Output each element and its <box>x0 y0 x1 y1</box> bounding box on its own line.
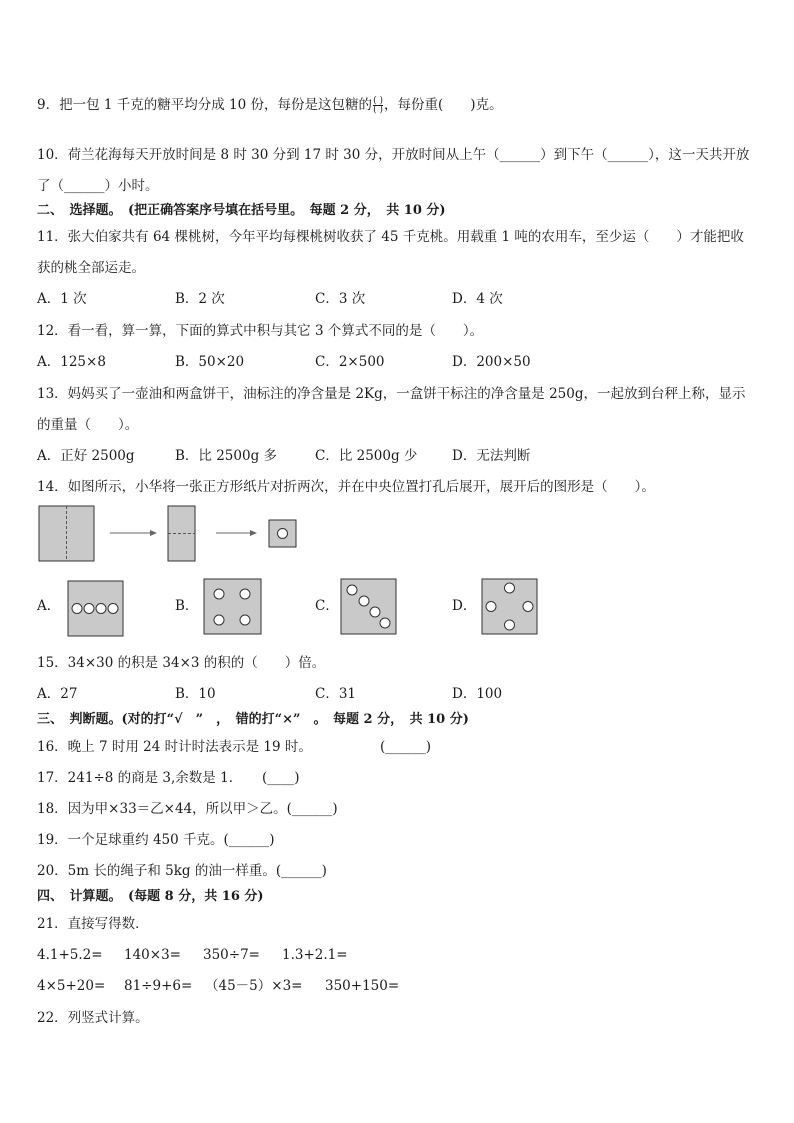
q16-answer-blank[interactable]: (______) <box>380 739 432 755</box>
question-9-text: 9．把一包 1 千克的糖平均分成 10 份，每份是这包糖的 <box>37 97 373 113</box>
question-9-tail: ，每份重( )克。 <box>384 97 503 113</box>
arrow-1-head-icon <box>150 530 157 536</box>
q14-option-a[interactable]: A． <box>37 598 61 614</box>
hole-icon <box>214 615 224 625</box>
q13-option-a[interactable]: A．正好 2500g <box>37 448 135 464</box>
q14-option-a-figure[interactable] <box>67 580 125 638</box>
question-20: 20．5m 长的绳子和 5kg 的油一样重。(______) <box>37 863 327 879</box>
q14-option-b[interactable]: B． <box>175 598 199 614</box>
question-14: 14．如图所示，小华将一张正方形纸片对折两次，并在中央位置打孔后展开，展开后的图形是（ ）。 <box>37 479 655 495</box>
hole-icon <box>370 607 380 617</box>
calc-item[interactable]: 4×5+20= <box>37 978 106 994</box>
question-11-line2: 获的桃全部运走。 <box>37 260 145 276</box>
question-17: 17．241÷8 的商是 3,余数是 1． <box>37 770 243 786</box>
hole-icon <box>347 585 357 595</box>
q15-option-a[interactable]: A．27 <box>37 686 78 702</box>
calc-item[interactable]: 81÷9+6= <box>124 978 193 994</box>
section-2-heading: 二、 选择题。 (把正确答案序号填在括号里。 每题 2 分， 共 10 分) <box>37 203 446 218</box>
hole-icon <box>240 589 250 599</box>
calc-item[interactable]: 1.3+2.1= <box>282 947 348 963</box>
q13-option-c[interactable]: C．比 2500g 少 <box>315 448 418 464</box>
fraction-numerator: ( ) <box>373 96 383 106</box>
hole-icon <box>96 604 106 614</box>
hole-icon <box>505 583 515 593</box>
question-21-title: 21．直接写得数． <box>37 916 149 932</box>
calc-item[interactable]: （45－5）×3= <box>205 978 303 994</box>
hole-icon <box>84 604 94 614</box>
calc-item[interactable]: 140×3= <box>124 947 181 963</box>
question-10-line2: 了（______）小时。 <box>37 178 159 194</box>
question-13-line2: 的重量（ ）。 <box>37 417 139 433</box>
q11-option-c[interactable]: C．3 次 <box>315 291 366 307</box>
question-11-line1: 11．张大伯家共有 64 棵桃树，今年平均每棵桃树收获了 45 千克桃。用载重 1 吨的农用车，至少运（ ）才能把收 <box>37 229 744 245</box>
q11-option-a[interactable]: A．1 次 <box>37 291 87 307</box>
question-13-line1: 13．妈妈买了一壶油和两盒饼干，油标注的净含量是 2Kg，一盒饼干标注的净含量是 250g，一起放到台秤上称，显示 <box>37 386 746 402</box>
q11-option-b[interactable]: B．2 次 <box>175 291 225 307</box>
q17-answer-blank[interactable]: (____) <box>262 770 300 786</box>
hole-icon <box>108 604 118 614</box>
q14-option-d[interactable]: D． <box>452 598 477 614</box>
calc-item[interactable]: 350÷7= <box>203 947 260 963</box>
hole-icon <box>214 589 224 599</box>
fraction-blank[interactable] <box>373 97 383 114</box>
question-22: 22．列竖式计算。 <box>37 1010 149 1026</box>
q12-option-c[interactable]: C．2×500 <box>315 354 385 370</box>
fraction-denominator: ( ) <box>373 105 383 115</box>
question-19: 19．一个足球重约 450 千克。(______) <box>37 832 275 848</box>
q11-option-d[interactable]: D．4 次 <box>452 291 503 307</box>
q14-option-c-figure[interactable] <box>340 578 398 636</box>
hole-icon <box>359 596 369 606</box>
q12-option-d[interactable]: D．200×50 <box>452 354 531 370</box>
q12-option-a[interactable]: A．125×8 <box>37 354 106 370</box>
calc-item[interactable]: 350+150= <box>325 978 400 994</box>
calc-item[interactable]: 4.1+5.2= <box>37 947 103 963</box>
punched-hole-icon <box>278 529 288 539</box>
hole-icon <box>240 615 250 625</box>
hole-icon <box>523 602 533 612</box>
question-18: 18．因为甲×33＝乙×44，所以甲＞乙。(______) <box>37 801 338 817</box>
question-12: 12．看一看，算一算，下面的算式中积与其它 3 个算式不同的是（ ）。 <box>37 323 484 339</box>
hole-icon <box>505 620 515 630</box>
folding-diagram <box>38 505 308 563</box>
question-16: 16．晚上 7 时用 24 时计时法表示是 19 时。 <box>37 739 312 755</box>
hole-icon <box>380 618 390 628</box>
hole-icon <box>72 604 82 614</box>
section-3-heading: 三、 判断题。(对的打“√ ” ， 错的打“×” 。 每题 2 分， 共 10 分) <box>37 712 469 727</box>
hole-icon <box>486 602 496 612</box>
section-4-heading: 四、 计算题。 (每题 8 分，共 16 分) <box>37 889 264 904</box>
arrow-2-head-icon <box>250 530 257 536</box>
question-15: 15．34×30 的积是 34×3 的积的（ ）倍。 <box>37 655 326 671</box>
q14-option-c[interactable]: C． <box>315 598 339 614</box>
q14-option-d-figure[interactable] <box>481 578 539 636</box>
q12-option-b[interactable]: B．50×20 <box>175 354 245 370</box>
q13-option-b[interactable]: B．比 2500g 多 <box>175 448 278 464</box>
q14-option-b-figure[interactable] <box>203 578 263 636</box>
question-9 <box>37 96 503 114</box>
q15-option-d[interactable]: D．100 <box>452 686 503 702</box>
q15-option-c[interactable]: C．31 <box>315 686 357 702</box>
q13-option-d[interactable]: D．无法判断 <box>452 448 531 464</box>
q15-option-b[interactable]: B．10 <box>175 686 216 702</box>
question-10-line1: 10．荷兰花海每天开放时间是 8 时 30 分到 17 时 30 分，开放时间从上午（______）到下午（______），这一天共开放 <box>37 147 750 163</box>
